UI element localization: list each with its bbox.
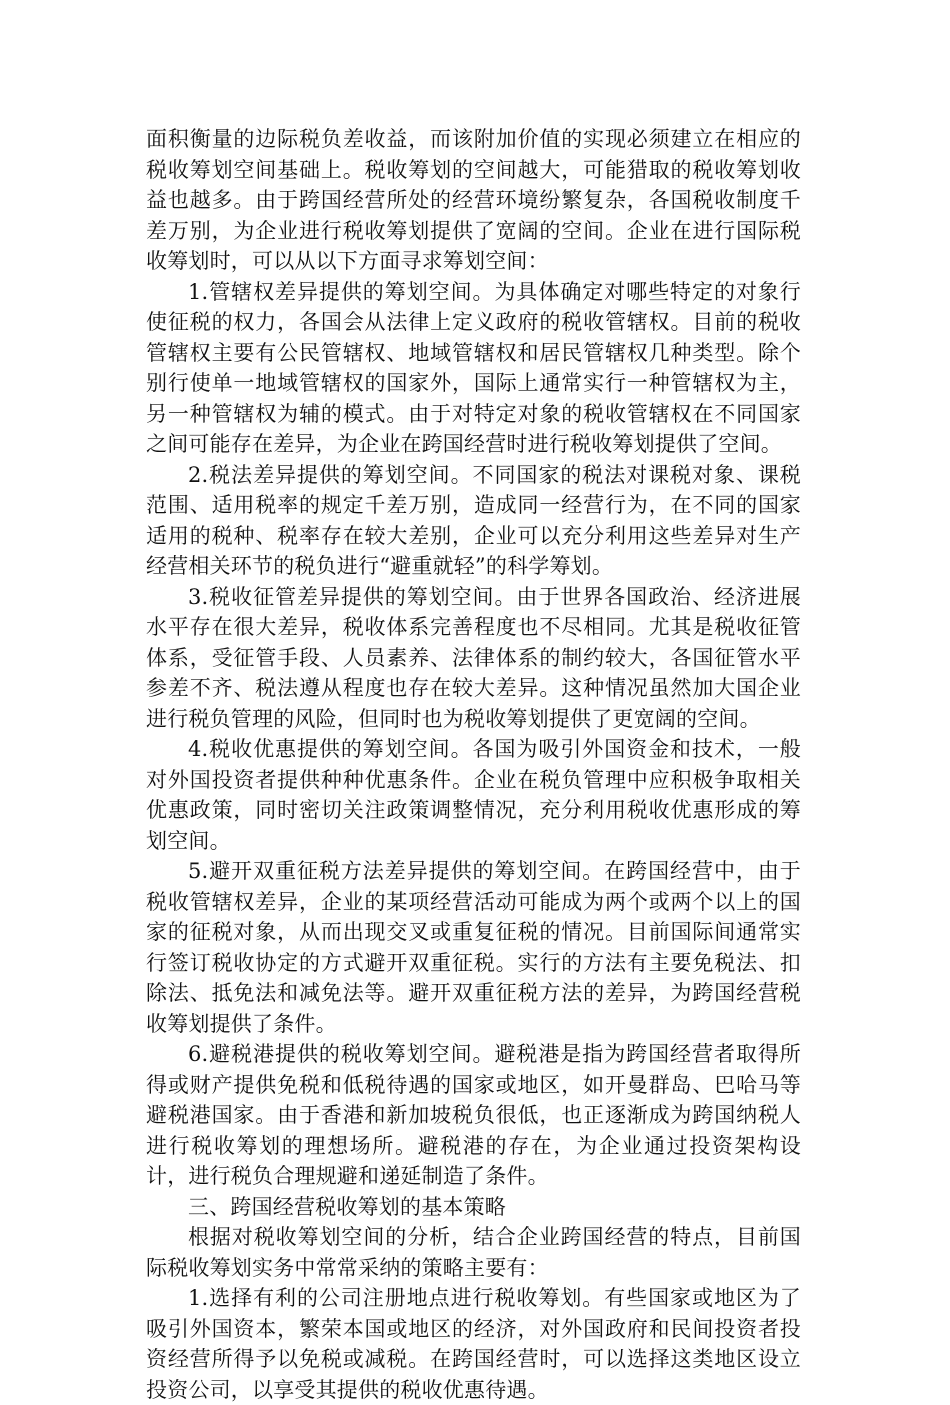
paragraph-tax-administration-difference: 3.税收征管差异提供的筹划空间。由于世界各国政治、经济进展水平存在很大差异，税收体系完善程度也不尽相同。尤其是税收征管体系，受征管手段、人员素养、法律体系的制约较大，各国征管水平参差不齐、税法遵从程度也存在较大差异。这种情况虽然加大国企业进行税负管理的风险，但同时也为税收筹划提供了更宽阔的空间。 — [146, 584, 801, 731]
paragraph-registration-location: 1.选择有利的公司注册地点进行税收筹划。有些国家或地区为了吸引外国资本，繁荣本国或地区的经济，对外国政府和民间投资者投资经营所得予以免税或减税。在跨国经营时，可以选择这类地区设立投资公司，以享受其提供的税收优惠待遇。 — [146, 1286, 801, 1402]
paragraph-double-taxation: 5.避开双重征税方法差异提供的筹划空间。在跨国经营中，由于税收管辖权差异，企业的某项经营活动可能成为两个或两个以上的国家的征税对象，从而出现交叉或重复征税的情况。目前国际间通常实行签订税收协定的方式避开双重征税。实行的方法有主要免税法、扣除法、抵免法和减免法等。避开双重征税方法的差异，为跨国经营税收筹划提供了条件。 — [146, 859, 801, 1036]
paragraph-jurisdiction-difference: 1.管辖权差异提供的筹划空间。为具体确定对哪些特定的对象行使征税的权力，各国会从法律上定义政府的税收管辖权。目前的税收管辖权主要有公民管辖权、地域管辖权和居民管辖权几种类型。除个别行使单一地域管辖权的国家外，国际上通常实行一种管辖权为主，另一种管辖权为辅的模式。由于对特定对象的税收管辖权在不同国家之间可能存在差异，为企业在跨国经营时进行税收筹划提供了空间。 — [146, 279, 801, 456]
paragraph-tax-haven: 6.避税港提供的税收筹划空间。避税港是指为跨国经营者取得所得或财产提供免税和低税待遇的国家或地区，如开曼群岛、巴哈马等避税港国家。由于香港和新加坡税负很低，也正逐渐成为跨国纳税人进行税收筹划的理想场所。避税港的存在，为企业通过投资架构设计，进行税负合理规避和递延制造了条件。 — [146, 1042, 801, 1188]
paragraph-continuation: 面积衡量的边际税负差收益，而该附加价值的实现必须建立在相应的税收筹划空间基础上。税收筹划的空间越大，可能猎取的税收筹划收益也越多。由于跨国经营所处的经营环境纷繁复杂，各国税收制度千差万别，为企业进行税收筹划提供了宽阔的空间。企业在进行国际税收筹划时，可以从以下方面寻求筹划空间： — [146, 127, 801, 273]
section-heading-basic-strategies: 三、跨国经营税收筹划的基本策略 — [188, 1194, 506, 1219]
paragraph-tax-law-difference: 2.税法差异提供的筹划空间。不同国家的税法对课税对象、课税范围、适用税率的规定千差万别，造成同一经营行为，在不同的国家适用的税种、税率存在较大差别，企业可以充分利用这些差异对生产经营相关环节的税负进行“避重就轻”的科学筹划。 — [146, 462, 801, 578]
paragraph-strategies-intro: 根据对税收筹划空间的分析，结合企业跨国经营的特点，目前国际税收筹划实务中常常采纳的策略主要有： — [146, 1225, 801, 1280]
document-body — [146, 124, 801, 1405]
paragraph-tax-incentives: 4.税收优惠提供的筹划空间。各国为吸引外国资金和技术，一般对外国投资者提供种种优惠条件。企业在税负管理中应积极争取相关优惠政策，同时密切关注政策调整情况，充分利用税收优惠形成的筹划空间。 — [146, 737, 801, 853]
